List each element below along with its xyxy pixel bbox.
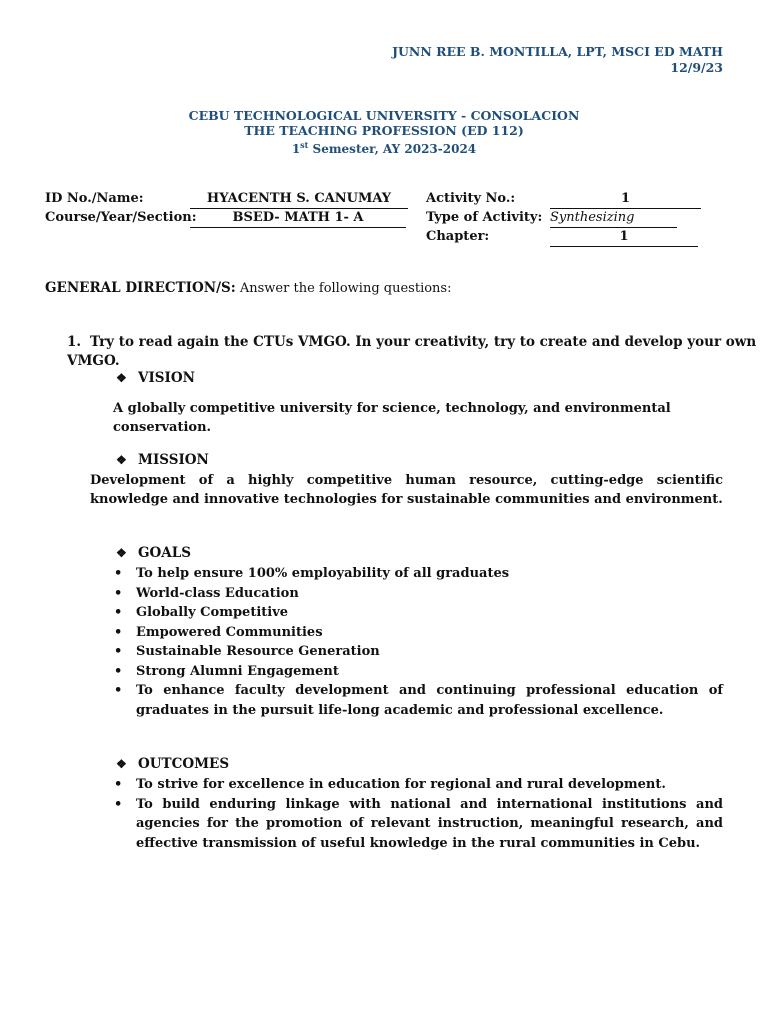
type-label: Type of Activity: [426, 210, 543, 225]
institution-block [0, 108, 768, 157]
type-row [426, 209, 701, 228]
date-line: 12/9/23 [670, 60, 723, 75]
outcomes-heading-text: OUTCOMES [138, 756, 230, 772]
list-item: • Empowered Communities [114, 623, 723, 643]
goals-list [114, 564, 723, 720]
type-value: Synthesizing [550, 209, 677, 228]
list-item: • To build enduring linkage with national and international institutions and agencies for the promotion of relevant instruction, meaningful research, and effective transmission of useful knowledge in the rural communities in Cebu. [114, 795, 723, 854]
direction-text: Answer the following questions: [235, 281, 452, 296]
diamond-bullet-icon: ❖ [116, 757, 127, 771]
chapter-row [426, 228, 701, 247]
list-item: • Strong Alumni Engagement [114, 662, 723, 682]
direction-label: GENERAL DIRECTION/S: [45, 280, 236, 296]
semester-number: 1 [291, 142, 301, 156]
list-item: • Globally Competitive [114, 603, 723, 623]
goals-heading-text: GOALS [138, 545, 192, 561]
document-header [392, 44, 723, 76]
vision-text: A globally competitive university for science, technology, and environmental conservation. [113, 401, 671, 435]
activity-row [426, 190, 701, 209]
question-text: Try to read again the CTUs VMGO. In your creativity, try to create and develop your own VMGO. [67, 334, 757, 369]
goals-heading [116, 545, 191, 561]
question-number: 1. [67, 334, 82, 350]
list-item: • To strive for excellence in education for regional and rural development. [114, 775, 723, 795]
list-item: • Sustainable Resource Generation [114, 642, 723, 662]
general-direction [45, 280, 451, 296]
diamond-bullet-icon: ❖ [116, 371, 127, 385]
semester-line [0, 138, 768, 157]
course-label: Course/Year/Section: [45, 210, 197, 225]
course-row [45, 209, 408, 228]
semester-suffix: st [300, 140, 309, 150]
id-value: HYACENTH S. CANUMAY [190, 190, 408, 209]
list-item: • World-class Education [114, 584, 723, 604]
course-title: THE TEACHING PROFESSION (ED 112) [244, 123, 524, 138]
diamond-bullet-icon: ❖ [116, 546, 127, 560]
vision-heading-text: VISION [138, 370, 195, 386]
university-name: CEBU TECHNOLOGICAL UNIVERSITY - CONSOLACION [188, 108, 580, 123]
course-value: BSED- MATH 1- A [190, 209, 406, 228]
list-item: • To help ensure 100% employability of all graduates [114, 564, 723, 584]
mission-heading [116, 452, 209, 468]
outcomes-heading [116, 756, 229, 772]
list-item: • To enhance faculty development and continuing professional education of graduates in the pursuit life-long academic and professional excellence. [114, 681, 723, 720]
vision-heading [116, 370, 195, 386]
id-row [45, 190, 408, 209]
activity-value: 1 [550, 190, 701, 209]
id-label: ID No./Name: [45, 191, 144, 206]
activity-info [426, 190, 701, 247]
outcomes-list [114, 775, 723, 853]
student-info [45, 190, 408, 228]
mission-text: Development of a highly competitive human resource, cutting-edge scientific knowledge and innovative technologies for sustainable communities and environment. [90, 473, 723, 507]
activity-label: Activity No.: [426, 191, 516, 206]
question-1 [67, 333, 768, 371]
chapter-value: 1 [550, 228, 698, 247]
chapter-label: Chapter: [426, 229, 490, 244]
author-line: JUNN REE B. MONTILLA, LPT, MSCI ED MATH [392, 44, 723, 59]
semester-text: Semester, AY 2023-2024 [308, 142, 477, 156]
mission-heading-text: MISSION [138, 452, 209, 468]
diamond-bullet-icon: ❖ [116, 453, 127, 467]
